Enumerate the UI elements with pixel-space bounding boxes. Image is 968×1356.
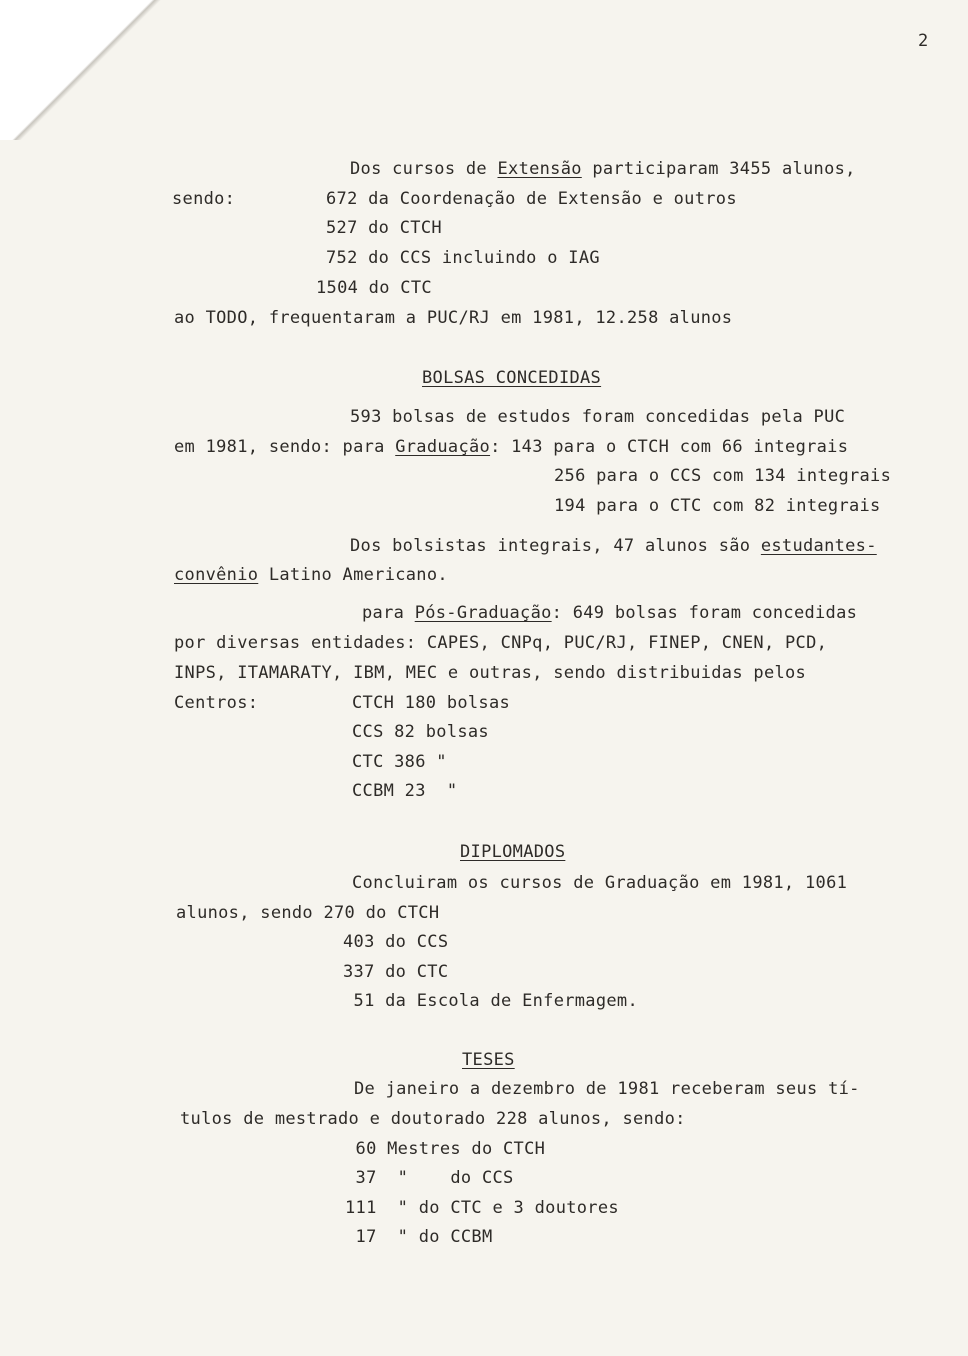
extensao-row: 672 da Coordenação de Extensão e outros: [326, 189, 737, 209]
bolsas-line2: [174, 436, 848, 458]
diplomados-row: 51 da Escola de Enfermagem.: [343, 991, 638, 1011]
bolsas-row: 256 para o CCS com 134 integrais: [554, 466, 892, 486]
extensao-lead: sendo:: [172, 189, 236, 209]
convenio-line: [174, 564, 448, 586]
centros-row: CTC 386 ": [352, 752, 447, 772]
centros-row: CTCH 180 bolsas: [352, 693, 511, 713]
entidades-line1: por diversas entidades: CAPES, CNPq, PUC/RJ, FINEP, CNEN, PCD,: [174, 633, 828, 653]
entidades-line2: INPS, ITAMARATY, IBM, MEC e outras, sendo distribuidas pelos: [174, 663, 807, 683]
teses-row: 111 " do CTC e 3 doutores: [345, 1198, 619, 1218]
teses-row: 37 " do CCS: [345, 1168, 514, 1188]
diplomados-row: 403 do CCS: [343, 932, 449, 952]
extensao-row: 752 do CCS incluindo o IAG: [326, 248, 600, 268]
bolsas-graduacao-link: Graduação: [395, 437, 491, 457]
convenio-link: convênio: [174, 565, 259, 585]
extensao-row: 1504 do CTC: [316, 278, 432, 298]
bolsas-line1: 593 bolsas de estudos foram concedidas pela PUC: [350, 407, 846, 427]
pos-post: : 649 bolsas foram concedidas: [551, 603, 858, 623]
extensao-intro-post: participaram 3455 alunos,: [581, 159, 856, 179]
bolsas-line2-pre: em 1981, sendo: para: [174, 437, 396, 457]
convenio-post: Latino Americano.: [258, 565, 448, 585]
teses-line1: De janeiro a dezembro de 1981 receberam seus tí-: [354, 1079, 860, 1099]
bolsistas-pre: Dos bolsistas integrais, 47 alunos são: [350, 536, 761, 556]
bolsistas-link: estudantes-: [760, 536, 877, 556]
extensao-intro-link: Extensão: [497, 159, 582, 179]
bolsas-heading: BOLSAS CONCEDIDAS: [422, 368, 602, 388]
extensao-row: 527 do CTCH: [326, 218, 442, 238]
extensao-intro: [350, 158, 856, 180]
centros-row: CCS 82 bolsas: [352, 722, 489, 742]
teses-line2: tulos de mestrado e doutorado 228 alunos, sendo:: [180, 1109, 686, 1129]
diplomados-heading: DIPLOMADOS: [460, 842, 566, 862]
bolsas-line2-post: : 143 para o CTCH com 66 integrais: [490, 437, 849, 457]
teses-row: 17 " do CCBM: [345, 1227, 493, 1247]
centros-row: CCBM 23 ": [352, 781, 458, 801]
teses-row: 60 Mestres do CTCH: [345, 1139, 546, 1159]
diplomados-line2: alunos, sendo 270 do CTCH: [176, 903, 440, 923]
extensao-total: ao TODO, frequentaram a PUC/RJ em 1981, 12.258 alunos: [174, 308, 733, 328]
diplomados-line1: Concluiram os cursos de Graduação em 1981, 1061: [352, 873, 848, 893]
bolsistas-line: [350, 535, 877, 557]
pos-line: [362, 602, 857, 624]
page-number: 2: [918, 31, 929, 51]
centros-lead: Centros:: [174, 693, 259, 713]
folded-corner: [0, 0, 170, 140]
pos-graduacao-link: Pós-Graduação: [414, 603, 552, 623]
diplomados-row: 337 do CTC: [343, 962, 449, 982]
pos-pre: para: [362, 603, 415, 623]
teses-heading: TESES: [462, 1050, 515, 1070]
extensao-intro-pre: Dos cursos de: [350, 159, 498, 179]
bolsas-row: 194 para o CTC com 82 integrais: [554, 496, 881, 516]
